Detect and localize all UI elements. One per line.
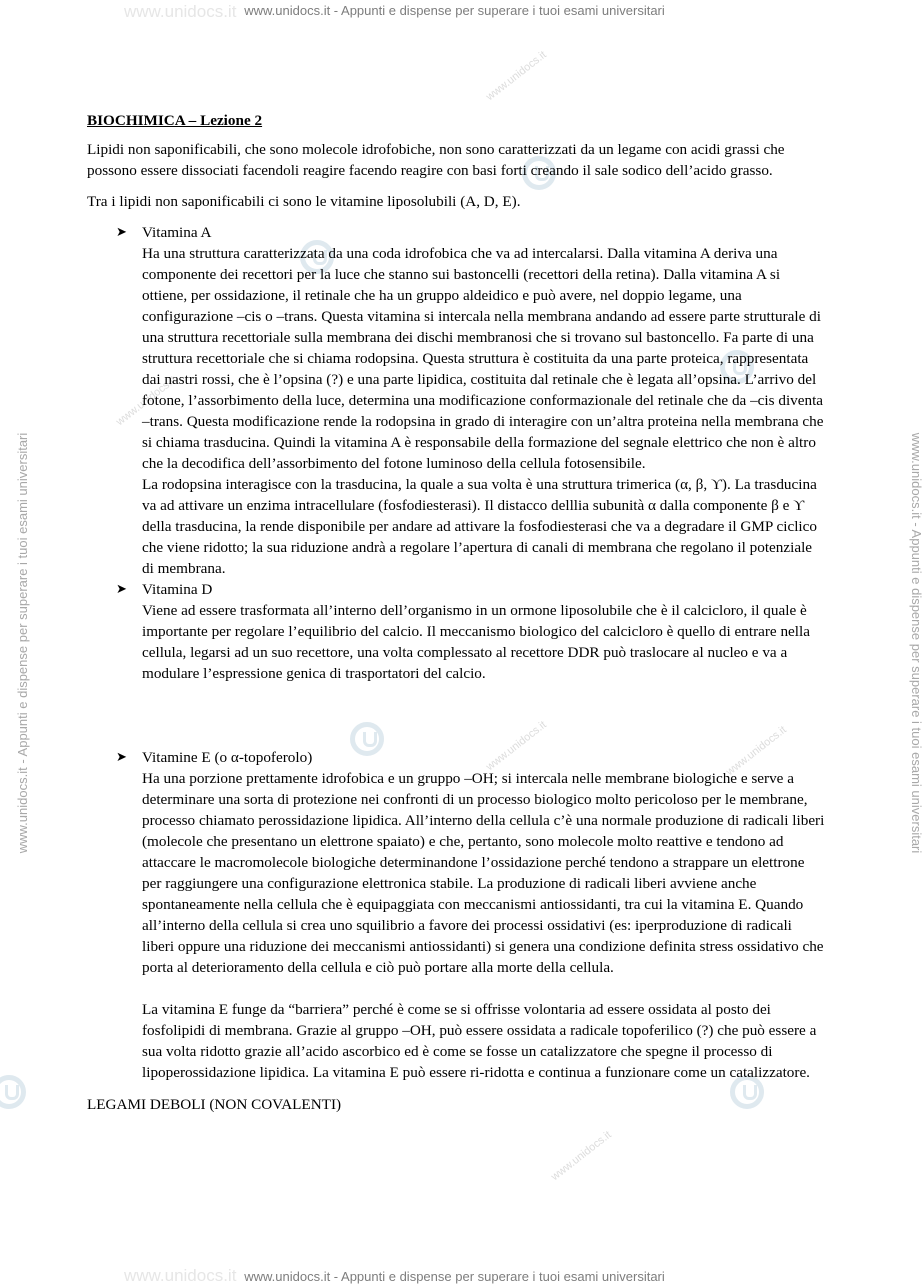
arrow-bullet-icon: ➤ (116, 750, 127, 765)
watermark-diagonal: www.unidocs.it (549, 1128, 614, 1184)
spacer (87, 684, 827, 747)
vitamin-list (87, 222, 827, 1083)
list-item-paragraph: Ha una struttura caratterizzata da una coda idrofobica che va ad intercalarsi. Dalla vitamina A deriva una componente dei recettori per la luce che stanno sui bastoncelli (recettori della retina). Dalla vitamina A si ottiene, per ossidazione, il retinale che ha un gruppo aldeidico e può avere, nel doppio legame, una configurazione –cis o –trans. Questa vitamina si intercala nella membrana andando ad essere parte strutturale di una struttura recettoriale sulla membrana dei dischi membranosi che si trovano sul bastoncello. Fa parte di una struttura recettoriale che si chiama rodopsina. Questa struttura è costituita da una parte proteica, rappresentata dai nastri rossi, che è l’opsina (?) e una parte lipidica, costituita dal retinale che è legata all’opsina. L’arrivo del fotone, l’assorbimento della luce, determina una modificazione conformazionale del retinale che da –cis diventa –trans. Questa modificazione rende la rodopsina in grado di interagire con un’altra proteina nella membrana che si chiama trasducina. Quindi la vitamina A è responsabile della formazione del segnale elettrico che non è altro che la decodifica dell’assorbimento del fotone luminoso della cellula fotosensibile. (142, 245, 824, 472)
vitamins-intro-paragraph: Tra i lipidi non saponificabili ci sono le vitamine liposolubili (A, D, E). (87, 193, 521, 210)
list-item-paragraph: La vitamina E funge da “barriera” perché è come se si offrisse volontaria ad essere ossidata al posto dei fosfolipidi di membrana. Grazie al gruppo –OH, può essere ossidata a radicale topoferilico (?) che può essere a sua volta ridotto grazie all’acido ascorbico ed è come se fosse un catalizzatore che spegne il processo di lipoperossidazione lipidica. La vitamina E può essere ri-ridotta e continua a funzionare come un catalizzatore. (142, 1001, 817, 1081)
list-item-vitamin-e (87, 747, 827, 1083)
watermark-logo-icon (0, 1075, 26, 1109)
watermark-diagonal: www.unidocs.it (484, 718, 549, 774)
watermark-side-right: www.unidocs.it - Appunti e dispense per superare i tuoi esami universitari (908, 432, 924, 854)
list-item-paragraph: Viene ad essere trasformata all’interno dell’organismo in un ormone liposolubile che è il calcicloro, il quale è importante per regolare l’equilibrio del calcio. Il meccanismo biologico del calcicloro è quello di entrare nella cellula, legarsi ad un suo recettore, una volta complessato al recettore DDR può traslocare al nucleo e va a modulare l’espressione genica di trasportatori del calcio. (142, 602, 810, 682)
list-item-heading: Vitamina D (142, 581, 213, 598)
watermark-diagonal: www.unidocs.it (484, 48, 549, 104)
arrow-bullet-icon: ➤ (116, 225, 127, 240)
list-item-vitamin-a (87, 222, 827, 579)
arrow-bullet-icon: ➤ (116, 582, 127, 597)
watermark-side-left: www.unidocs.it - Appunti e dispense per superare i tuoi esami universitari (14, 432, 30, 854)
list-item-vitamin-d (87, 579, 827, 684)
list-item-paragraph: La rodopsina interagisce con la trasducina, la quale a sua volta è una struttura trimerica (α, β, ϒ). La trasducina va ad attivare un enzima intracellulare (fosfodiesterasi). Il distacco delllia subunità α dalla componente β e ϒ della trasducina, la rende disponibile per andare ad attivare la fosfodiesterasi che va a degradare il GMP ciclico che viene ridotto; la sua riduzione andrà a regolare l’apertura di canali di membrana che regolano il potenziale di membrana. (142, 476, 817, 577)
watermark-diagonal: www.unidocs.it (114, 373, 179, 429)
list-item-paragraph: Ha una porzione prettamente idrofobica e un gruppo –OH; si intercala nelle membrane biologiche e serve a determinare una sorta di protezione nei confronti di un processo biologico molto pericoloso per le membrane, processo chiamato perossidazione lipidica. All’interno della cellula c’è una normale produzione di radicali liberi (molecole che presentano un elettrone spaiato) e che, pertanto, sono molecole molto reattive e tendono ad attaccare le macromolecole biologiche determinandone l’ossidazione perché tendono a strappare un elettrone per raggiungere una configurazione elettronica stabile. La produzione di radicali liberi avviene anche spontaneamente nella cellula che è equipaggiata con meccanismi antiossidanti, tra cui la vitamina E. Quando all’interno della cellula si crea uno squilibrio a favore dei processi ossidativi (es: iperproduzione di radicali liberi oppure una riduzione dei meccanismi antiossidanti) si genera una condizione definita stress ossidativo che porta al deterioramento della cellula e ciò può portare alla morte della cellula. (142, 770, 825, 976)
list-item-heading: Vitamina A (142, 224, 212, 241)
watermark-ghost-top: www.unidocs.it (124, 2, 237, 21)
watermark-footer: www.unidocs.it - Appunti e dispense per superare i tuoi esami universitari (244, 1269, 665, 1284)
spacer (142, 978, 827, 999)
list-item-heading: Vitamine E (o α-topoferolo) (142, 749, 313, 766)
watermark-header: www.unidocs.it - Appunti e dispense per superare i tuoi esami universitari (244, 3, 665, 18)
document-title: BIOCHIMICA – Lezione 2 (87, 112, 263, 129)
intro-paragraph: Lipidi non saponificabili, che sono molecole idrofobiche, non sono caratterizzati da un legame con acidi grassi che possono essere dissociati facendoli reagire facendo reagire con basi forti creando il sale sodico dell’acido grasso. (87, 141, 785, 179)
watermark-ghost-bottom: www.unidocs.it (124, 1266, 237, 1285)
watermark-diagonal: www.unidocs.it (724, 723, 789, 779)
document-body (87, 110, 827, 1115)
section-heading: LEGAMI DEBOLI (NON COVALENTI) (87, 1096, 342, 1113)
